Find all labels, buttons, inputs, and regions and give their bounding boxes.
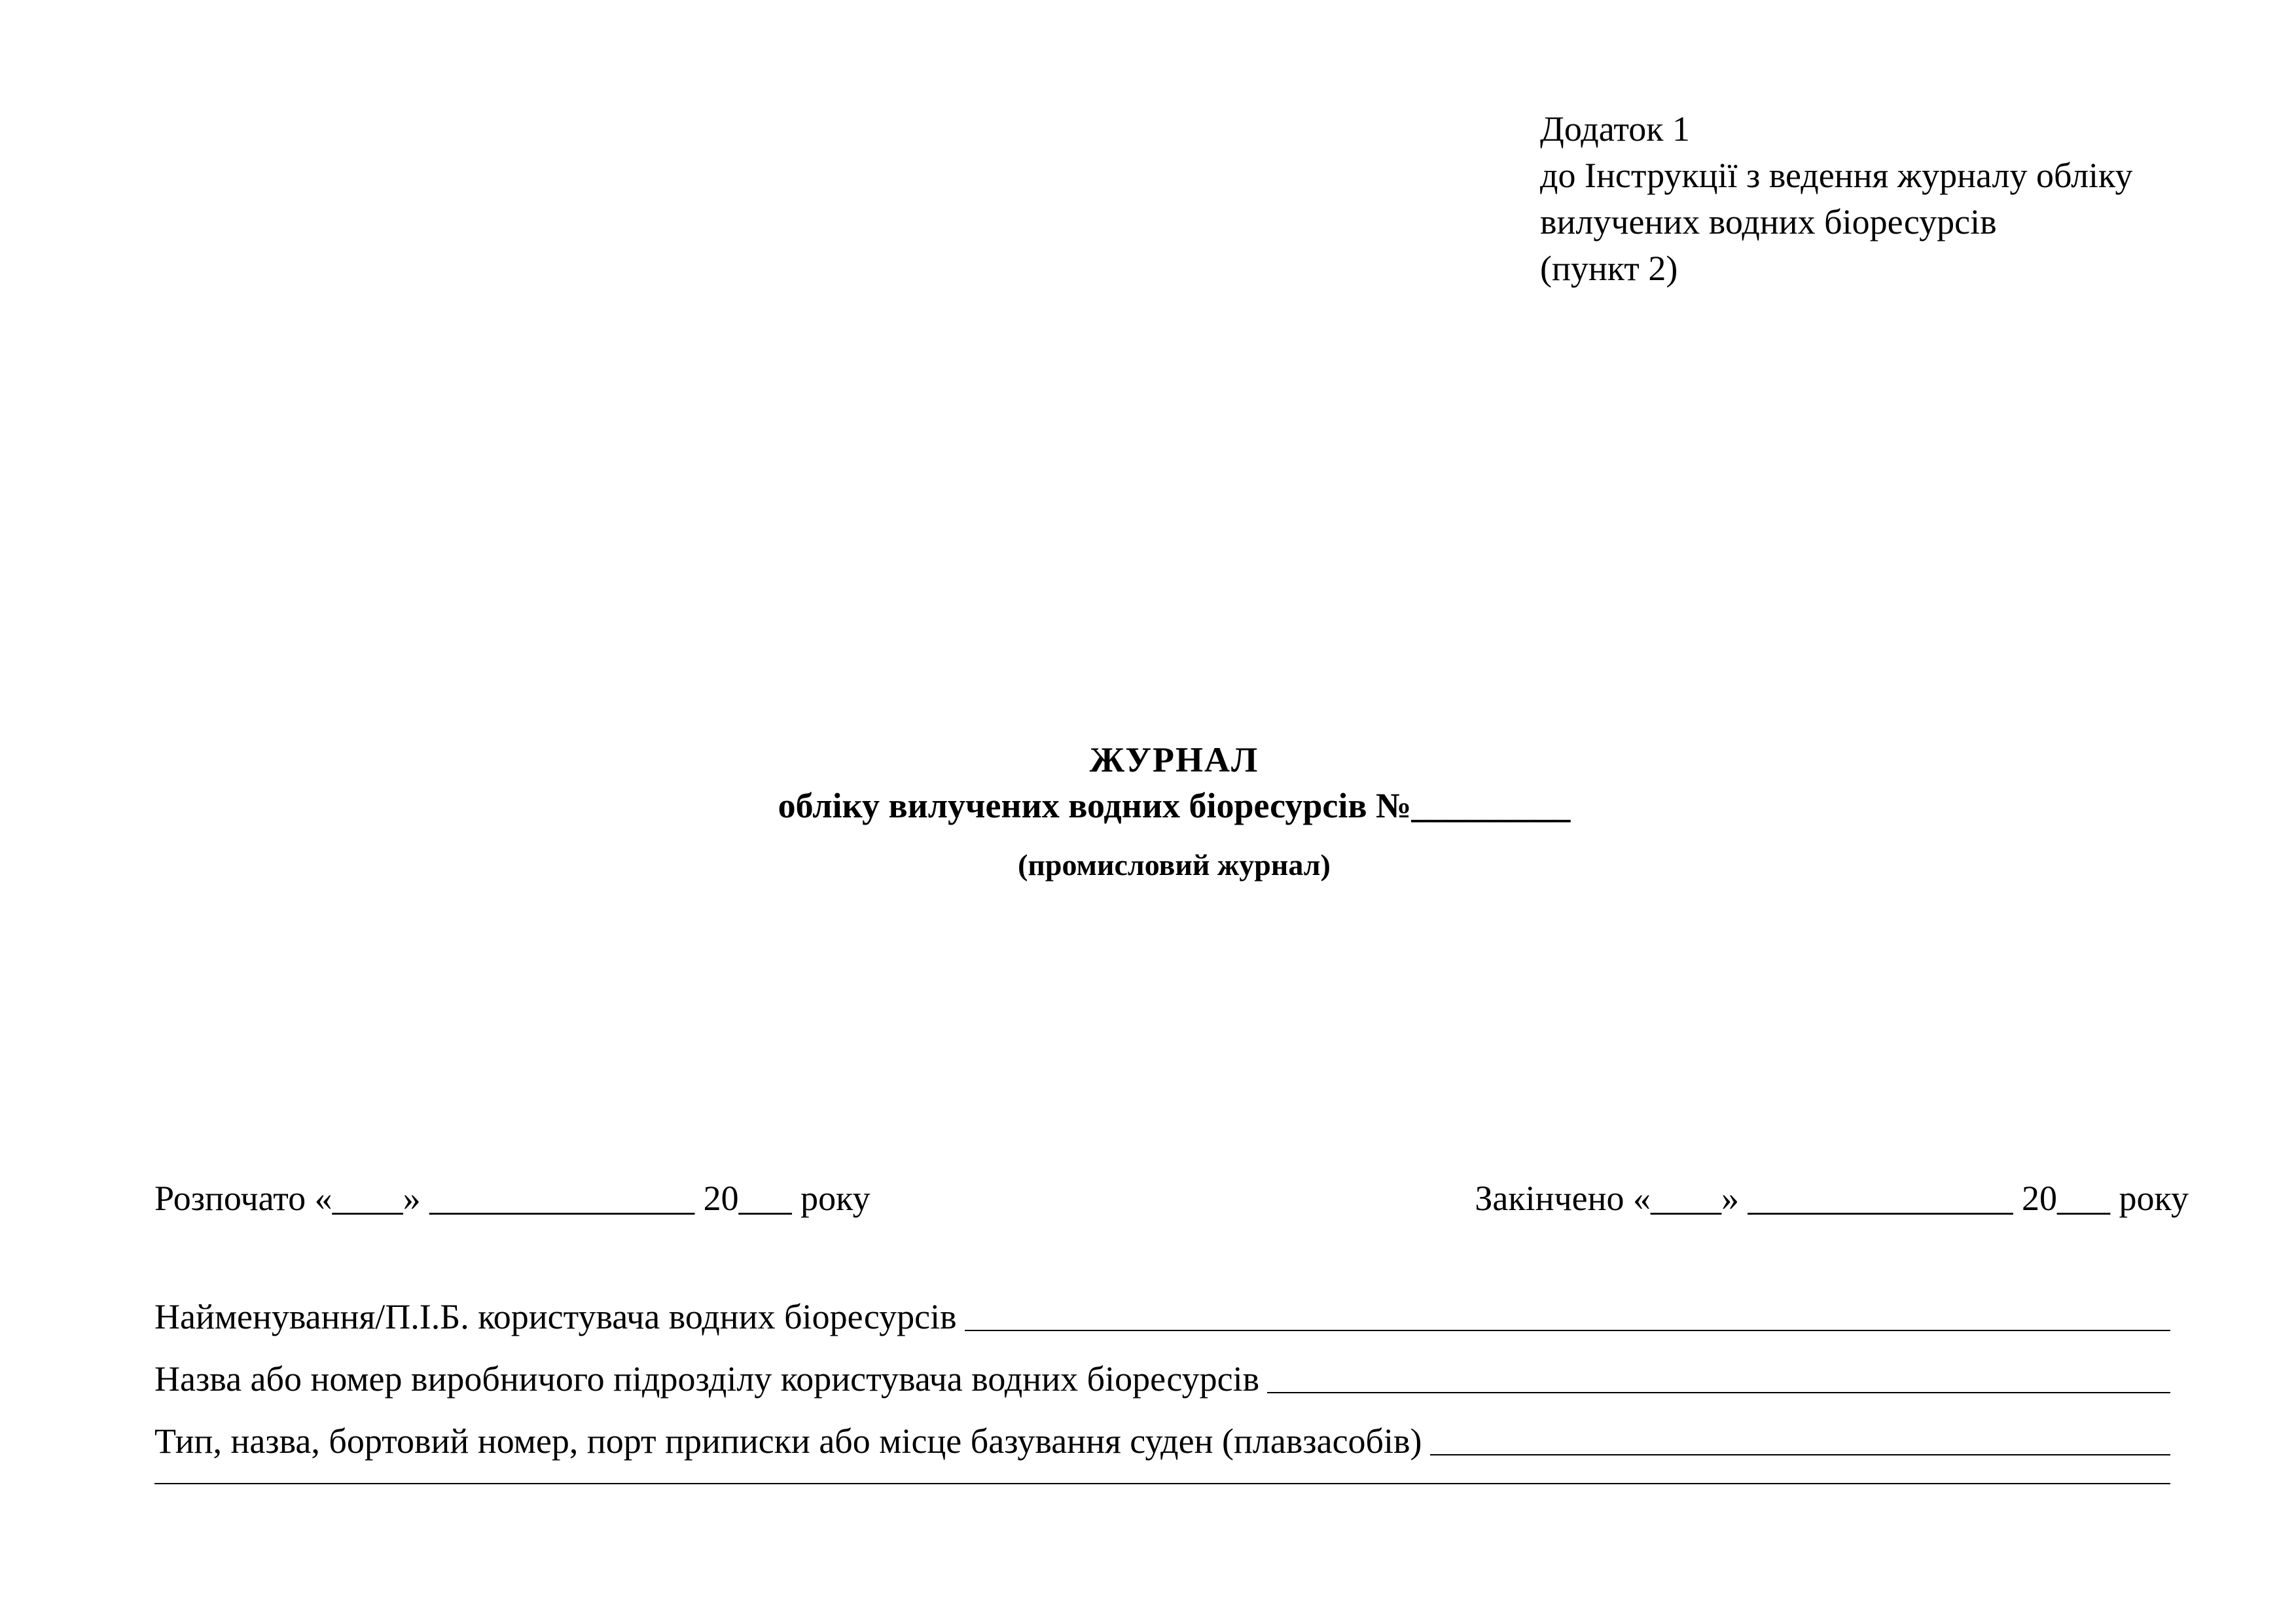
document-type-note: (промисловий журнал) [1018, 848, 1331, 882]
vessel-blank-line [1430, 1454, 2170, 1455]
date-row [154, 1175, 2189, 1228]
division-label: Назва або номер виробничого підрозділу користувача водних біоресурсів [154, 1359, 1260, 1399]
vessel-label: Тип, назва, бортовий номер, порт приписки або місце базування суден (плавзасобів) [154, 1421, 1422, 1461]
appendix-reference-cont: вилучених водних біоресурсів [1540, 202, 1997, 241]
user-name-field [154, 1294, 2170, 1340]
end-date-field: Закінчено «____» _______________ 20___ року [1475, 1179, 2189, 1218]
user-name-blank-line [965, 1330, 2170, 1331]
vessel-continuation-line [154, 1483, 2170, 1484]
appendix-reference: до Інструкції з ведення журналу обліку [1540, 156, 2133, 195]
vessel-continuation-field [154, 1480, 2170, 1526]
start-date-field: Розпочато «____» _______________ 20___ року [154, 1179, 870, 1218]
user-name-label: Найменування/П.І.Б. користувача водних біоресурсів [154, 1297, 957, 1336]
vessel-field [154, 1418, 2170, 1464]
appendix-number: Додаток 1 [1540, 109, 1690, 149]
form-fields [154, 1294, 2170, 1543]
appendix-header [1540, 106, 2247, 292]
division-blank-line [1267, 1392, 2170, 1393]
appendix-clause: (пункт 2) [1540, 249, 1678, 288]
document-title: ЖУРНАЛ [1089, 740, 1259, 779]
title-block [0, 737, 2296, 885]
division-field [154, 1356, 2170, 1402]
document-subtitle: обліку вилучених водних біоресурсів №_________ [778, 786, 1571, 825]
